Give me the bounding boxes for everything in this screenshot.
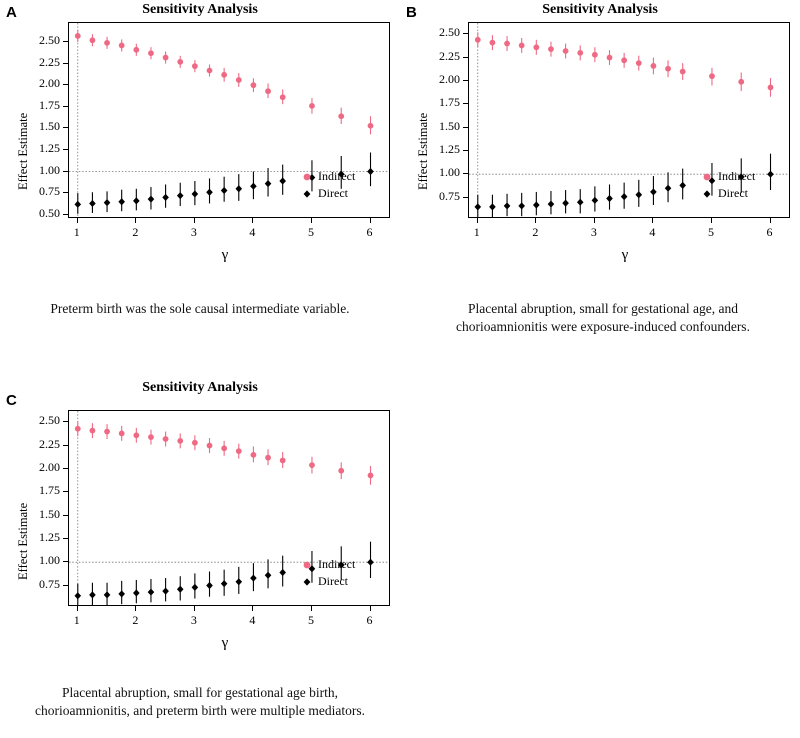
x-tick-mark — [135, 606, 136, 611]
x-tick-label: 6 — [366, 225, 373, 239]
x-axis-label-b: γ — [621, 247, 629, 263]
x-tick-mark — [77, 606, 78, 611]
circle-icon — [300, 559, 314, 571]
y-tick-mark — [63, 84, 68, 85]
caption-a: Preterm birth was the sole causal intermediate variable. — [50, 301, 350, 316]
x-tick-mark — [652, 218, 653, 223]
panel-b — [400, 0, 800, 360]
y-tick-mark — [63, 491, 68, 492]
x-tick-label: 2 — [532, 225, 539, 239]
y-tick-label: 1.75 — [39, 483, 60, 498]
y-tick-mark — [463, 197, 468, 198]
y-tick-mark — [63, 538, 68, 539]
y-tick-label: 1.25 — [39, 140, 60, 155]
legend-item-indirect — [300, 168, 355, 185]
y-tick-label: 2.25 — [39, 54, 60, 69]
x-tick-label: 1 — [73, 613, 80, 627]
y-tick-label: 1.00 — [39, 553, 60, 568]
x-tick-mark — [252, 218, 253, 223]
y-tick-label: 1.75 — [39, 97, 60, 112]
x-tick-label: 2 — [132, 225, 139, 239]
x-tick-label: 2 — [132, 613, 139, 627]
x-tick-mark — [311, 218, 312, 223]
y-tick-mark — [463, 80, 468, 81]
y-axis-label-b: Effect Estimate — [416, 112, 430, 190]
x-tick-mark — [135, 218, 136, 223]
y-tick-label: 0.75 — [439, 188, 460, 203]
panel-c — [0, 368, 400, 738]
x-tick-label: 5 — [707, 225, 714, 239]
chart-title-b: Sensitivity Analysis — [542, 2, 658, 17]
legend-label-direct: Direct — [318, 574, 348, 588]
y-tick-mark — [463, 127, 468, 128]
x-tick-mark — [770, 218, 771, 223]
y-tick-mark — [463, 173, 468, 174]
y-tick-mark — [63, 585, 68, 586]
x-tick-label: 4 — [249, 613, 256, 627]
y-tick-label: 2.00 — [39, 76, 60, 91]
x-tick-label: 1 — [473, 225, 480, 239]
x-tick-mark — [477, 218, 478, 223]
x-tick-label: 3 — [190, 613, 197, 627]
y-tick-mark — [63, 106, 68, 107]
legend-item-indirect — [300, 556, 355, 573]
legend-item-direct — [300, 185, 355, 202]
diamond-icon — [300, 576, 314, 588]
y-tick-label: 1.50 — [39, 506, 60, 521]
y-tick-mark — [63, 421, 68, 422]
legend-b — [700, 168, 755, 202]
y-tick-label: 1.00 — [439, 165, 460, 180]
y-tick-mark — [63, 41, 68, 42]
y-tick-mark — [63, 445, 68, 446]
x-tick-mark — [311, 606, 312, 611]
x-axis-label-a: γ — [221, 247, 229, 263]
legend-label-indirect: Indirect — [718, 169, 756, 183]
legend-a — [300, 168, 355, 202]
chart-title-c: Sensitivity Analysis — [142, 380, 258, 395]
panel-a — [0, 0, 400, 360]
y-tick-label: 1.25 — [39, 529, 60, 544]
y-axis-label-c: Effect Estimate — [16, 502, 30, 580]
y-tick-mark — [63, 192, 68, 193]
panel-letter-c: C — [6, 392, 17, 409]
y-tick-mark — [63, 561, 68, 562]
y-tick-label: 1.00 — [39, 162, 60, 177]
x-tick-mark — [370, 218, 371, 223]
caption-c: Placental abruption, small for gestational age birth, chorioamnionitis, and preterm birth were multiple mediators. — [35, 685, 365, 719]
x-tick-label: 1 — [73, 225, 80, 239]
x-tick-label: 3 — [190, 225, 197, 239]
x-axis-label-c: γ — [221, 635, 229, 651]
y-tick-label: 2.25 — [439, 48, 460, 63]
x-tick-mark — [711, 218, 712, 223]
legend-item-indirect — [700, 168, 755, 185]
x-tick-label: 6 — [766, 225, 773, 239]
x-tick-label: 6 — [366, 613, 373, 627]
x-tick-mark — [252, 606, 253, 611]
y-tick-mark — [463, 150, 468, 151]
y-tick-mark — [63, 63, 68, 64]
diamond-icon — [300, 188, 314, 200]
y-tick-label: 0.50 — [39, 205, 60, 220]
circle-icon — [700, 171, 714, 183]
diamond-icon — [700, 188, 714, 200]
y-tick-mark — [63, 468, 68, 469]
y-tick-label: 2.00 — [39, 459, 60, 474]
circle-icon — [300, 171, 314, 183]
y-tick-mark — [463, 103, 468, 104]
legend-label-indirect: Indirect — [318, 169, 356, 183]
legend-c — [300, 556, 355, 590]
y-tick-label: 1.50 — [439, 118, 460, 133]
chart-title-a: Sensitivity Analysis — [142, 2, 258, 17]
y-tick-label: 0.75 — [39, 184, 60, 199]
x-tick-mark — [594, 218, 595, 223]
x-tick-mark — [370, 606, 371, 611]
x-tick-label: 4 — [649, 225, 656, 239]
y-tick-mark — [63, 214, 68, 215]
y-tick-mark — [63, 127, 68, 128]
legend-label-direct: Direct — [718, 186, 748, 200]
x-tick-mark — [194, 606, 195, 611]
legend-label-indirect: Indirect — [318, 557, 356, 571]
y-tick-label: 0.75 — [39, 576, 60, 591]
y-tick-label: 2.00 — [439, 71, 460, 86]
y-tick-label: 2.50 — [39, 32, 60, 47]
y-tick-mark — [463, 33, 468, 34]
y-tick-mark — [63, 515, 68, 516]
y-tick-mark — [463, 57, 468, 58]
x-tick-mark — [535, 218, 536, 223]
x-tick-label: 5 — [307, 225, 314, 239]
y-tick-label: 1.25 — [439, 141, 460, 156]
y-tick-label: 1.50 — [39, 119, 60, 134]
y-tick-mark — [63, 171, 68, 172]
y-tick-label: 2.50 — [439, 25, 460, 40]
y-tick-mark — [63, 149, 68, 150]
caption-b: Placental abruption, small for gestational age, and chorioamnionitis were exposure-induced confounders. — [456, 301, 750, 335]
panel-letter-b: B — [406, 4, 417, 21]
legend-label-direct: Direct — [318, 186, 348, 200]
x-tick-label: 3 — [590, 225, 597, 239]
y-tick-label: 1.75 — [439, 95, 460, 110]
x-tick-mark — [77, 218, 78, 223]
legend-item-direct — [700, 185, 755, 202]
y-tick-label: 2.50 — [39, 413, 60, 428]
panel-letter-a: A — [6, 4, 17, 21]
x-tick-label: 5 — [307, 613, 314, 627]
x-tick-label: 4 — [249, 225, 256, 239]
y-tick-label: 2.25 — [39, 436, 60, 451]
y-axis-label-a: Effect Estimate — [16, 112, 30, 190]
x-tick-mark — [194, 218, 195, 223]
legend-item-direct — [300, 573, 355, 590]
